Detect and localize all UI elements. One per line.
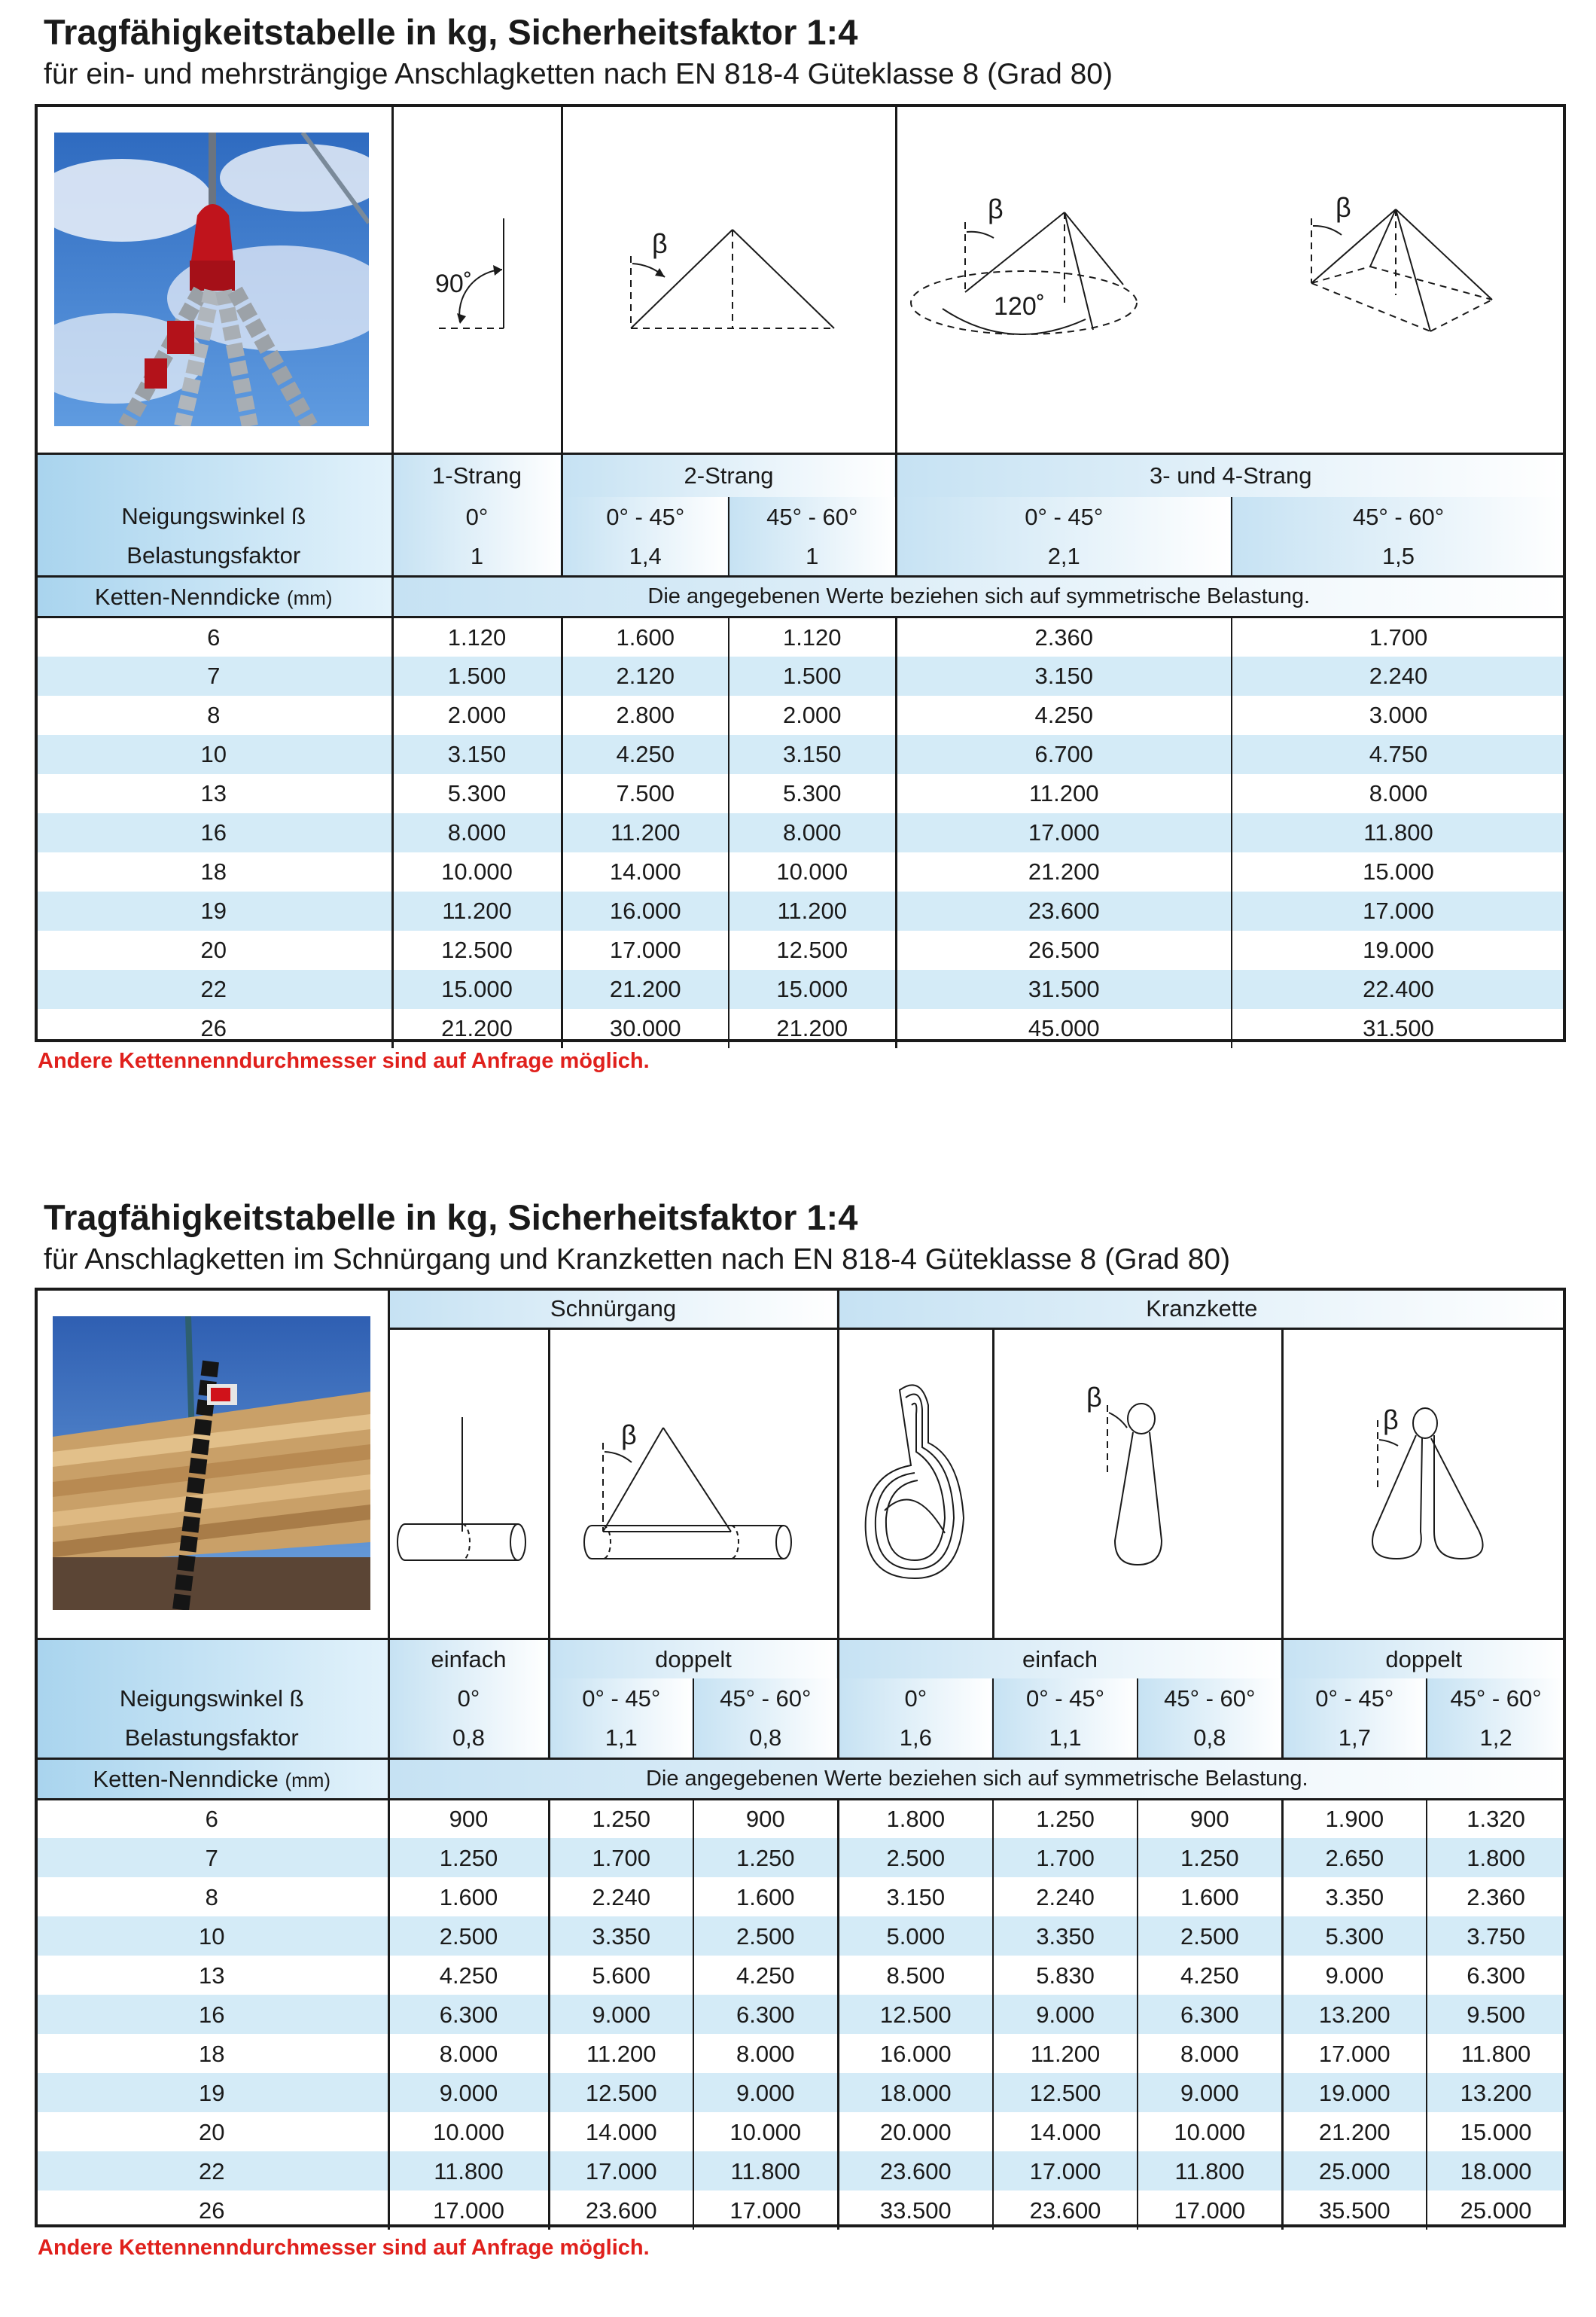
table1-capacity-cell: 8.000 (729, 813, 896, 852)
table1-diameter-cell: 26 (36, 1009, 392, 1048)
table2-capacity-cell: 2.500 (693, 1916, 838, 1956)
factor-cell: 0,8 (388, 1718, 549, 1758)
table1-capacity-cell: 4.250 (562, 735, 729, 774)
table2-capacity-cell: 11.800 (388, 2151, 549, 2190)
table2-capacity-cell: 2.240 (993, 1877, 1138, 1916)
table1-capacity-cell: 21.200 (562, 970, 729, 1009)
table2-capacity-cell: 33.500 (838, 2190, 993, 2230)
table2-capacity-cell: 19.000 (1282, 2073, 1427, 2112)
table1-capacity-cell: 11.200 (729, 892, 896, 931)
angle-cell: 0° - 45° (549, 1678, 693, 1718)
nenndicke-text: Ketten-Nenndicke (94, 584, 281, 610)
table1-diameter-cell: 10 (36, 735, 392, 774)
table2-capacity-cell: 1.250 (693, 1838, 838, 1877)
table2-row (36, 1956, 1564, 1995)
table2-capacity-cell: 4.250 (388, 1956, 549, 1995)
table1-capacity-cell: 1.120 (729, 617, 896, 657)
table1-capacity-cell: 11.200 (562, 813, 729, 852)
table2-capacity-cell: 1.800 (838, 1799, 993, 1838)
table2-capacity-cell: 2.500 (838, 1838, 993, 1877)
table1-capacity-cell: 12.500 (392, 931, 562, 970)
table1-capacity-cell: 21.200 (729, 1009, 896, 1048)
table1-capacity-cell: 4.750 (1232, 735, 1564, 774)
neigungswinkel-label: Neigungswinkel ß (121, 503, 306, 529)
neigungswinkel-label-2: Neigungswinkel ß (119, 1684, 304, 1712)
table2-capacity-cell: 5.600 (549, 1956, 693, 1995)
table1-capacity-cell: 2.000 (729, 696, 896, 735)
table1-footnote: Andere Kettennenndurchmesser sind auf Anfrage möglich. (38, 1049, 650, 1073)
table2-row (36, 1916, 1564, 1956)
table2-capacity-cell: 3.350 (1282, 1877, 1427, 1916)
table1-capacity-cell: 16.000 (562, 892, 729, 931)
table1-row (36, 617, 1564, 657)
table2-row (36, 2151, 1564, 2190)
table2-capacity-cell: 9.000 (1138, 2073, 1282, 2112)
table1-capacity-cell: 1.500 (392, 657, 562, 696)
table2-row (36, 2034, 1564, 2073)
table2-capacity-cell: 9.000 (388, 2073, 549, 2112)
unit-text-2: (mm) (285, 1768, 331, 1791)
table2-capacity-cell: 20.000 (838, 2112, 993, 2151)
table2-capacity-cell: 15.000 (1427, 2112, 1564, 2151)
table2-capacity-cell: 10.000 (388, 2112, 549, 2151)
1-strang-diagram-icon (394, 105, 563, 449)
table1-capacity-cell: 3.150 (729, 735, 896, 774)
table2-capacity-cell: 1.250 (388, 1838, 549, 1877)
nenndicke-label-2 (36, 1758, 388, 1799)
table2-capacity-cell: 2.650 (1282, 1838, 1427, 1877)
table2-capacity-cell: 17.000 (993, 2151, 1138, 2190)
table1-capacity-cell: 2.240 (1232, 657, 1564, 696)
table2-capacity-cell: 1.320 (1427, 1799, 1564, 1838)
table2-capacity-cell: 17.000 (549, 2151, 693, 2190)
2-strang-diagram-icon (563, 105, 897, 449)
angle-90-label: 90˚ (434, 270, 472, 298)
table2-capacity-cell: 25.000 (1282, 2151, 1427, 2190)
factor-cell: 0,8 (1138, 1718, 1282, 1758)
angle-cell: 45° - 60° (1427, 1678, 1564, 1718)
factor-cell: 1,4 (562, 537, 729, 577)
table1-capacity-cell: 10.000 (392, 852, 562, 892)
table1-title: Tragfähigkeitstabelle in kg, Sicherheitsfaktor 1:4 (44, 12, 858, 52)
table2-capacity-cell: 1.700 (549, 1838, 693, 1877)
table1-row (36, 813, 1564, 852)
table2-capacity-cell: 1.250 (993, 1799, 1138, 1838)
factor-cell: 1 (729, 537, 896, 577)
table1-capacity-cell: 30.000 (562, 1009, 729, 1048)
table2-capacity-cell: 23.600 (993, 2190, 1138, 2230)
chain-sling-photo (54, 133, 369, 426)
table2-capacity-cell: 9.000 (1282, 1956, 1427, 1995)
table2-capacity-cell: 8.000 (1138, 2034, 1282, 2073)
table2-capacity-cell: 900 (693, 1799, 838, 1838)
group-s-einfach: einfach (388, 1639, 549, 1678)
table1-row (36, 852, 1564, 892)
table2-data (36, 1799, 1564, 2230)
table2-row (36, 1877, 1564, 1916)
diagram-3-4-strang (896, 105, 1564, 454)
table1-capacity-cell: 8.000 (1232, 774, 1564, 813)
table1-capacity-cell: 6.700 (896, 735, 1232, 774)
table1-capacity-cell: 7.500 (562, 774, 729, 813)
table2-capacity-cell: 2.500 (388, 1916, 549, 1956)
table2-capacity-cell: 13.200 (1427, 2073, 1564, 2112)
symmetric-note: Die angegebenen Werte beziehen sich auf symmetrische Belastung. (392, 577, 1564, 617)
table2-capacity-cell: 35.500 (1282, 2190, 1427, 2230)
table2-capacity-cell: 11.200 (993, 2034, 1138, 2073)
table1-capacity-cell: 1.600 (562, 617, 729, 657)
table1-capacity-cell: 17.000 (562, 931, 729, 970)
table1-capacity-cell: 4.250 (896, 696, 1232, 735)
table2-capacity-cell: 2.360 (1427, 1877, 1564, 1916)
table1-capacity-cell: 23.600 (896, 892, 1232, 931)
table2-capacity-cell: 6.300 (693, 1995, 838, 2034)
table2-capacity-cell: 3.350 (993, 1916, 1138, 1956)
table2-diameter-cell: 7 (36, 1838, 388, 1877)
diagram-schnuergang-einfach (388, 1328, 549, 1639)
table2-capacity-cell: 1.800 (1427, 1838, 1564, 1877)
table2-diameter-cell: 6 (36, 1799, 388, 1838)
table1-diameter-cell: 7 (36, 657, 392, 696)
schnuergang-doppelt-diagram-icon (550, 1330, 839, 1634)
unit-text: (mm) (286, 587, 333, 609)
table2-capacity-cell: 9.000 (693, 2073, 838, 2112)
diagram-kranzkette-0 (838, 1328, 993, 1639)
table2-capacity-cell: 10.000 (1138, 2112, 1282, 2151)
table2-diameter-cell: 16 (36, 1995, 388, 2034)
table2-capacity-cell: 16.000 (838, 2034, 993, 2073)
table1-data (36, 617, 1564, 1048)
table1-capacity-cell: 5.300 (729, 774, 896, 813)
table2-capacity-cell: 14.000 (993, 2112, 1138, 2151)
nenndicke-text-2: Ketten-Nenndicke (93, 1765, 279, 1792)
beta-label-3: β (987, 194, 1004, 224)
table2-capacity-cell: 17.000 (388, 2190, 549, 2230)
timber-chain-photo (53, 1316, 370, 1610)
table2-capacity-cell: 11.200 (549, 2034, 693, 2073)
table2-row (36, 1838, 1564, 1877)
table1-row (36, 735, 1564, 774)
table2-capacity-cell: 6.300 (388, 1995, 549, 2034)
nenndicke-label (36, 577, 392, 617)
table2-capacity-cell: 2.240 (549, 1877, 693, 1916)
table2-capacity-cell: 8.000 (388, 2034, 549, 2073)
beta-label-k2: β (1382, 1404, 1399, 1435)
table1-capacity-cell: 21.200 (392, 1009, 562, 1048)
table2-capacity-cell: 1.250 (549, 1799, 693, 1838)
table2-capacity-cell: 25.000 (1427, 2190, 1564, 2230)
table2-capacity-cell: 5.000 (838, 1916, 993, 1956)
table1-diameter-cell: 18 (36, 852, 392, 892)
table1-diameter-cell: 13 (36, 774, 392, 813)
table2-capacity-cell: 18.000 (838, 2073, 993, 2112)
table1-capacity-cell: 11.200 (392, 892, 562, 931)
table1-row (36, 1009, 1564, 1048)
table2-capacity-cell: 1.600 (388, 1877, 549, 1916)
table1-row (36, 892, 1564, 931)
angle-cell: 0° - 45° (562, 497, 729, 537)
table1-capacity-cell: 1.700 (1232, 617, 1564, 657)
belastungsfaktor-label-2: Belastungsfaktor (124, 1724, 299, 1751)
factor-cell: 1,6 (838, 1718, 993, 1758)
table1-subtitle: für ein- und mehrsträngige Anschlagketten nach EN 818-4 Güteklasse 8 (Grad 80) (44, 58, 1113, 90)
table2-diameter-cell: 22 (36, 2151, 388, 2190)
beta-label-k1: β (1086, 1381, 1102, 1413)
group-k-doppelt: doppelt (1282, 1639, 1564, 1678)
group-s-doppelt: doppelt (549, 1639, 838, 1678)
table1-capacity-cell: 26.500 (896, 931, 1232, 970)
table2-capacity-cell: 17.000 (1138, 2190, 1282, 2230)
table1-row (36, 657, 1564, 696)
table1-capacity-cell: 1.500 (729, 657, 896, 696)
table2-capacity-cell: 21.200 (1282, 2112, 1427, 2151)
group-1-strang: 1-Strang (392, 454, 562, 497)
table2-row (36, 1799, 1564, 1838)
table2-capacity-cell: 9.000 (993, 1995, 1138, 2034)
table1-capacity-cell: 12.500 (729, 931, 896, 970)
table2-capacity-cell: 12.500 (549, 2073, 693, 2112)
table2-row (36, 2112, 1564, 2151)
table2-footnote: Andere Kettennenndurchmesser sind auf Anfrage möglich. (38, 2236, 650, 2260)
group-3-4-strang: 3- und 4-Strang (896, 454, 1564, 497)
angle-cell: 45° - 60° (729, 497, 896, 537)
table1-row (36, 931, 1564, 970)
diagram-2-strang (562, 105, 896, 454)
table2-capacity-cell: 1.700 (993, 1838, 1138, 1877)
table1-capacity-cell: 17.000 (1232, 892, 1564, 931)
table1-capacity-cell: 11.800 (1232, 813, 1564, 852)
diagram-kranzkette-einfach (993, 1328, 1282, 1639)
table1-capacity-cell: 2.000 (392, 696, 562, 735)
table1-diameter-cell: 19 (36, 892, 392, 931)
factor-cell: 1,2 (1427, 1718, 1564, 1758)
table2-capacity-cell: 6.300 (1138, 1995, 1282, 2034)
factor-cell: 2,1 (896, 537, 1232, 577)
angle-cell: 0° - 45° (993, 1678, 1138, 1718)
table2-capacity-cell: 23.600 (549, 2190, 693, 2230)
table2-capacity-cell: 18.000 (1427, 2151, 1564, 2190)
table2-capacity-cell: 9.000 (549, 1995, 693, 2034)
diagram-1-strang (392, 105, 562, 454)
table2-capacity-cell: 1.900 (1282, 1799, 1427, 1838)
table2-label-stack (36, 1639, 388, 1758)
table1-diameter-cell: 6 (36, 617, 392, 657)
table1-capacity-cell: 45.000 (896, 1009, 1232, 1048)
table2-capacity-cell: 17.000 (693, 2190, 838, 2230)
table2-diameter-cell: 8 (36, 1877, 388, 1916)
table2-capacity-cell: 17.000 (1282, 2034, 1427, 2073)
kranzkette-einfach-diagram-icon (994, 1330, 1284, 1634)
table1-capacity-cell: 5.300 (392, 774, 562, 813)
diagram-kranzkette-doppelt (1282, 1328, 1564, 1639)
kranzkette-doppelt-diagram-icon (1284, 1330, 1566, 1634)
angle-cell: 0° (392, 497, 562, 537)
table2-capacity-cell: 8.000 (693, 2034, 838, 2073)
table1-capacity-cell: 15.000 (1232, 852, 1564, 892)
angle-120-label: 120˚ (993, 292, 1045, 321)
table1-diameter-cell: 8 (36, 696, 392, 735)
table1-label-stack (36, 454, 392, 577)
angle-cell: 0° - 45° (1282, 1678, 1427, 1718)
table1-capacity-cell: 2.800 (562, 696, 729, 735)
beta-label: β (651, 228, 668, 259)
factor-cell: 1,1 (549, 1718, 693, 1758)
table1-row (36, 696, 1564, 735)
table2-capacity-cell: 8.500 (838, 1956, 993, 1995)
angle-cell: 45° - 60° (1232, 497, 1564, 537)
table1-capacity-cell: 1.120 (392, 617, 562, 657)
beta-label-s: β (620, 1419, 637, 1450)
table2-capacity-cell: 3.150 (838, 1877, 993, 1916)
table2-title: Tragfähigkeitstabelle in kg, Sicherheitsfaktor 1:4 (44, 1197, 858, 1237)
group-2-strang: 2-Strang (562, 454, 896, 497)
table2-row (36, 2190, 1564, 2230)
table1-capacity-cell: 15.000 (729, 970, 896, 1009)
table1-diameter-cell: 22 (36, 970, 392, 1009)
diagram-schnuergang-doppelt (549, 1328, 838, 1639)
angle-cell: 0° (838, 1678, 993, 1718)
schnuergang-einfach-diagram-icon (390, 1330, 550, 1634)
table2-capacity-cell: 12.500 (993, 2073, 1138, 2112)
table2-capacity-cell: 5.300 (1282, 1916, 1427, 1956)
table2-capacity-cell: 1.250 (1138, 1838, 1282, 1877)
table2-diameter-cell: 10 (36, 1916, 388, 1956)
3-4-strang-diagram-icon (897, 105, 1566, 449)
table2-diameter-cell: 19 (36, 2073, 388, 2112)
table1-capacity-cell: 3.150 (392, 735, 562, 774)
table2-diameter-cell: 26 (36, 2190, 388, 2230)
table2-row (36, 1995, 1564, 2034)
table2-capacity-cell: 1.600 (1138, 1877, 1282, 1916)
header-kranzkette: Kranzkette (838, 1289, 1564, 1328)
table2-capacity-cell: 2.500 (1138, 1916, 1282, 1956)
factor-cell: 1,7 (1282, 1718, 1427, 1758)
table2-diameter-cell: 18 (36, 2034, 388, 2073)
table2-capacity-cell: 6.300 (1427, 1956, 1564, 1995)
table2-diameter-cell: 13 (36, 1956, 388, 1995)
table2-capacity-cell: 4.250 (1138, 1956, 1282, 1995)
table2-row (36, 2073, 1564, 2112)
table2-capacity-cell: 5.830 (993, 1956, 1138, 1995)
factor-cell: 1,1 (993, 1718, 1138, 1758)
table1-row (36, 970, 1564, 1009)
table2-capacity-cell: 1.600 (693, 1877, 838, 1916)
table1-diameter-cell: 20 (36, 931, 392, 970)
belastungsfaktor-label: Belastungsfaktor (126, 542, 301, 569)
beta-label-4: β (1335, 192, 1351, 223)
table2-capacity-cell: 900 (388, 1799, 549, 1838)
angle-cell: 0° (388, 1678, 549, 1718)
angle-cell: 45° - 60° (693, 1678, 838, 1718)
table1-capacity-cell: 8.000 (392, 813, 562, 852)
table1-diameter-cell: 16 (36, 813, 392, 852)
table2-capacity-cell: 12.500 (838, 1995, 993, 2034)
factor-cell: 1,5 (1232, 537, 1564, 577)
table2-capacity-cell: 4.250 (693, 1956, 838, 1995)
table1-capacity-cell: 31.500 (1232, 1009, 1564, 1048)
table1-capacity-cell: 22.400 (1232, 970, 1564, 1009)
header-schnuergang: Schnürgang (388, 1289, 838, 1328)
kranzkette-loop-diagram-icon (839, 1330, 994, 1634)
table1-capacity-cell: 2.360 (896, 617, 1232, 657)
table2-capacity-cell: 9.500 (1427, 1995, 1564, 2034)
table1-row (36, 774, 1564, 813)
group-k-einfach: einfach (838, 1639, 1282, 1678)
table1-capacity-cell: 3.150 (896, 657, 1232, 696)
table2-capacity-cell: 11.800 (1427, 2034, 1564, 2073)
table1-capacity-cell: 10.000 (729, 852, 896, 892)
angle-cell: 0° - 45° (896, 497, 1232, 537)
table1-capacity-cell: 14.000 (562, 852, 729, 892)
table1-capacity-cell: 3.000 (1232, 696, 1564, 735)
table1-capacity-cell: 2.120 (562, 657, 729, 696)
factor-cell: 0,8 (693, 1718, 838, 1758)
table2-capacity-cell: 14.000 (549, 2112, 693, 2151)
table2-capacity-cell: 900 (1138, 1799, 1282, 1838)
table2-capacity-cell: 11.800 (1138, 2151, 1282, 2190)
table1-capacity-cell: 17.000 (896, 813, 1232, 852)
symmetric-note-2: Die angegebenen Werte beziehen sich auf symmetrische Belastung. (388, 1758, 1564, 1799)
table2-capacity-cell: 10.000 (693, 2112, 838, 2151)
table1-capacity-cell: 31.500 (896, 970, 1232, 1009)
table1-capacity-cell: 19.000 (1232, 931, 1564, 970)
table2-capacity-cell: 23.600 (838, 2151, 993, 2190)
table1-capacity-cell: 21.200 (896, 852, 1232, 892)
table2-capacity-cell: 13.200 (1282, 1995, 1427, 2034)
table2-capacity-cell: 11.800 (693, 2151, 838, 2190)
table2-diameter-cell: 20 (36, 2112, 388, 2151)
factor-cell: 1 (392, 537, 562, 577)
table2-capacity-cell: 3.350 (549, 1916, 693, 1956)
table1-capacity-cell: 11.200 (896, 774, 1232, 813)
angle-cell: 45° - 60° (1138, 1678, 1282, 1718)
table2-capacity-cell: 3.750 (1427, 1916, 1564, 1956)
table1-capacity-cell: 15.000 (392, 970, 562, 1009)
table2-subtitle: für Anschlagketten im Schnürgang und Kranzketten nach EN 818-4 Güteklasse 8 (Grad 80) (44, 1243, 1231, 1276)
